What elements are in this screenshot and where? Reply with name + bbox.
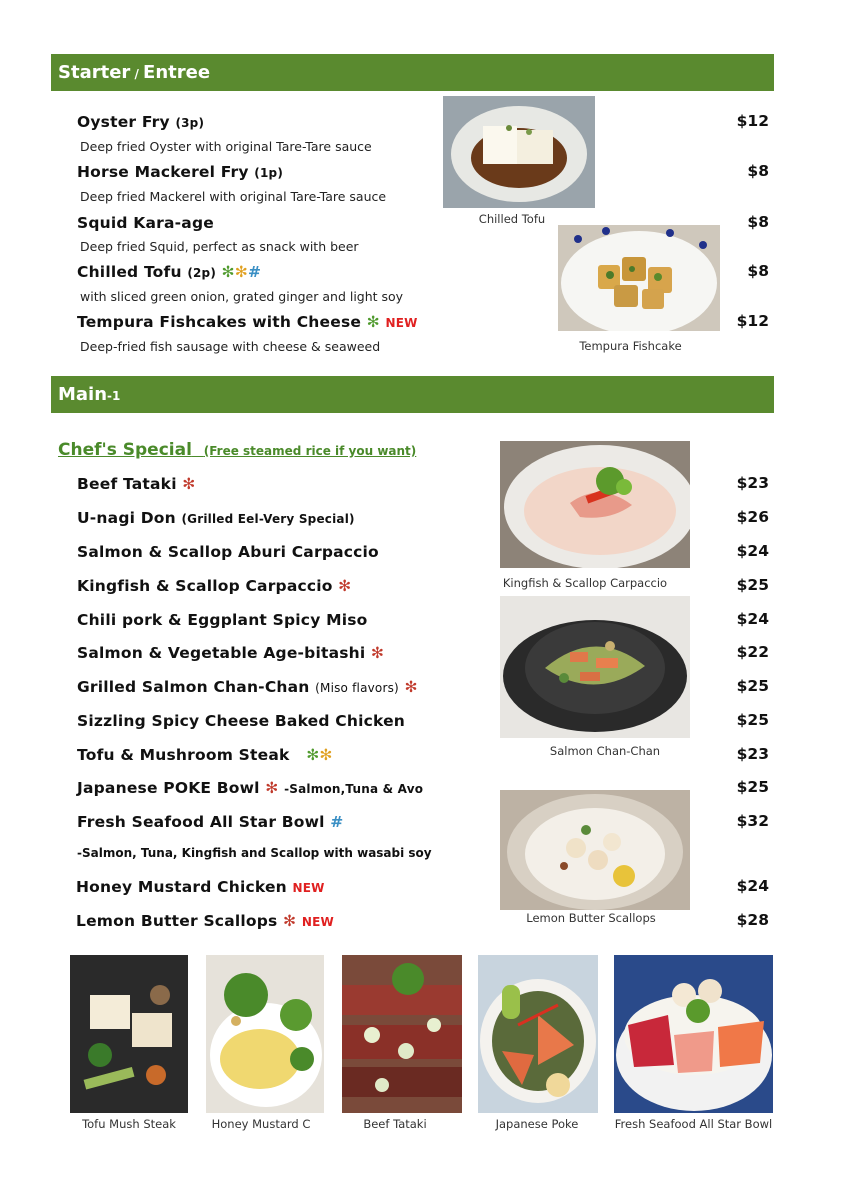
- salmon-chan-chan-photo: [500, 596, 690, 738]
- item-sub: (Miso flavors): [315, 681, 399, 695]
- item-sub: (1p): [254, 166, 284, 180]
- tempura-fishcake-photo: [558, 225, 720, 331]
- item-price: $8: [747, 262, 769, 280]
- item-name: U-nagi Don: [77, 509, 176, 527]
- item-name: Grilled Salmon Chan-Chan: [77, 678, 310, 696]
- menu-item-salmon-age-bitashi: [77, 644, 384, 662]
- red-star-icon: ✻: [338, 577, 352, 595]
- red-star-icon: ✻: [371, 644, 385, 662]
- menu-item-tofu-mushroom: [77, 746, 333, 764]
- item-price: $25: [736, 576, 769, 594]
- menu-item-chili-pork: [77, 611, 368, 629]
- hash-icon: #: [330, 813, 344, 831]
- red-star-icon: ✻: [182, 475, 196, 493]
- seafood-all-star-bowl-photo: [614, 955, 773, 1113]
- menu-item-cheese-chicken: [77, 712, 405, 730]
- item-price: $26: [736, 508, 769, 526]
- item-name: Tempura Fishcakes with Cheese: [77, 313, 362, 331]
- beef-tataki-photo: [342, 955, 462, 1113]
- menu-item-horse-mackerel: [77, 163, 283, 181]
- lemon-butter-scallops-photo: [500, 790, 690, 910]
- section-bar-starter: [51, 54, 774, 91]
- item-price: $28: [736, 911, 769, 929]
- item-name: Oyster Fry: [77, 113, 170, 131]
- menu-item-kingfish-carpaccio: [77, 577, 351, 595]
- orange-star-icon: ✻: [234, 263, 249, 281]
- item-sub: (2p): [187, 266, 217, 280]
- photo-caption: Beef Tataki: [363, 1117, 427, 1131]
- item-price: $24: [736, 610, 769, 628]
- item-sub: (Grilled Eel-Very Special): [181, 512, 355, 526]
- item-name: Salmon & Vegetable Age-bitashi: [77, 644, 366, 662]
- item-sub: (3p): [175, 116, 205, 130]
- new-badge: NEW: [385, 316, 418, 330]
- item-desc: Deep fried Squid, perfect as snack with beer: [80, 239, 359, 254]
- menu-item-chan-chan: [77, 678, 418, 696]
- chef-special-title: Chef's Special: [58, 440, 192, 460]
- item-price: $8: [747, 162, 769, 180]
- section-bar-main: [51, 376, 774, 413]
- item-price: $22: [736, 643, 769, 661]
- menu-item-oyster-fry: [77, 113, 204, 131]
- item-price: $12: [736, 112, 769, 130]
- item-name: Squid Kara-age: [77, 214, 214, 232]
- item-price: $25: [736, 778, 769, 796]
- section-title-sep: /: [130, 67, 144, 81]
- tofu-mush-steak-photo: [70, 955, 188, 1113]
- section-title: Starter: [58, 62, 131, 83]
- chilled-tofu-photo: [443, 96, 595, 208]
- item-price: $8: [747, 213, 769, 231]
- photo-caption: Lemon Butter Scallops: [526, 911, 656, 925]
- section-number: -1: [107, 389, 121, 403]
- kingfish-carpaccio-photo: [500, 441, 690, 568]
- menu-item-tempura-fishcakes: [77, 313, 418, 331]
- green-star-icon: ✻: [306, 746, 320, 764]
- section-title: Main: [58, 384, 108, 405]
- item-price: $24: [736, 542, 769, 560]
- item-name: Sizzling Spicy Cheese Baked Chicken: [77, 712, 406, 730]
- item-name: Salmon & Scallop Aburi Carpaccio: [77, 543, 379, 561]
- chef-special-note: (Free steamed rice if you want): [203, 444, 417, 458]
- item-name: Horse Mackerel Fry: [77, 163, 249, 181]
- item-price: $12: [736, 312, 769, 330]
- green-star-icon: ✻: [366, 313, 380, 331]
- red-star-icon: ✻: [265, 779, 279, 797]
- item-desc: Deep fried Mackerel with original Tare-Tare sauce: [80, 189, 387, 204]
- red-star-icon: ✻: [404, 678, 418, 696]
- item-name: Honey Mustard Chicken: [76, 878, 287, 896]
- item-name: Tofu & Mushroom Steak: [77, 746, 290, 764]
- menu-item-unagi-don: [77, 509, 355, 527]
- menu-item-beef-tataki: [77, 475, 196, 493]
- menu-item-seafood-bowl: [77, 813, 343, 831]
- photo-caption: Salmon Chan-Chan: [549, 744, 661, 758]
- photo-caption: Fresh Seafood All Star Bowl: [614, 1117, 773, 1131]
- photo-caption: Chilled Tofu: [478, 212, 546, 226]
- item-desc: Deep fried Oyster with original Tare-Tare sauce: [80, 139, 372, 154]
- item-name: Japanese POKE Bowl: [77, 779, 260, 797]
- new-badge: NEW: [292, 881, 325, 895]
- chef-special-heading: [58, 440, 416, 460]
- section-title-rest: Entree: [143, 62, 211, 83]
- new-badge: NEW: [301, 915, 334, 929]
- item-sub: -Salmon,Tuna & Avo: [284, 782, 424, 796]
- item-price: $23: [736, 745, 769, 763]
- item-name: Kingfish & Scallop Carpaccio: [77, 577, 333, 595]
- menu-item-squid: [77, 214, 214, 232]
- item-desc: with sliced green onion, grated ginger and light soy: [80, 289, 404, 304]
- photo-caption: Honey Mustard C: [211, 1117, 311, 1131]
- hash-icon: #: [248, 263, 262, 281]
- green-star-icon: ✻: [221, 263, 235, 281]
- menu-item-salmon-scallop-aburi: [77, 543, 379, 561]
- menu-item-honey-mustard: [76, 878, 325, 896]
- honey-mustard-chicken-photo: [206, 955, 324, 1113]
- item-price: $25: [736, 711, 769, 729]
- japanese-poke-photo: [478, 955, 598, 1113]
- item-name: Chili pork & Eggplant Spicy Miso: [77, 611, 368, 629]
- photo-caption: Kingfish & Scallop Carpaccio: [502, 576, 668, 590]
- item-price: $32: [736, 812, 769, 830]
- item-name: Beef Tataki: [77, 475, 177, 493]
- item-name: Lemon Butter Scallops: [76, 912, 278, 930]
- photo-caption: Tofu Mush Steak: [82, 1117, 176, 1131]
- photo-caption: Tempura Fishcake: [579, 339, 682, 353]
- menu-item-poke-bowl: [77, 779, 423, 797]
- photo-caption: Japanese Poke: [495, 1117, 579, 1131]
- item-desc: Deep-fried fish sausage with cheese & seaweed: [80, 339, 381, 354]
- item-name: Chilled Tofu: [77, 263, 182, 281]
- item-price: $24: [736, 877, 769, 895]
- item-name: Fresh Seafood All Star Bowl: [77, 813, 325, 831]
- seafood-bowl-note: -Salmon, Tuna, Kingfish and Scallop with wasabi soy: [77, 846, 432, 860]
- menu-item-lemon-scallops: [76, 912, 334, 930]
- item-price: $25: [736, 677, 769, 695]
- orange-star-icon: ✻: [319, 746, 333, 764]
- item-price: $23: [736, 474, 769, 492]
- menu-item-chilled-tofu: [77, 263, 261, 281]
- red-star-icon: ✻: [283, 912, 297, 930]
